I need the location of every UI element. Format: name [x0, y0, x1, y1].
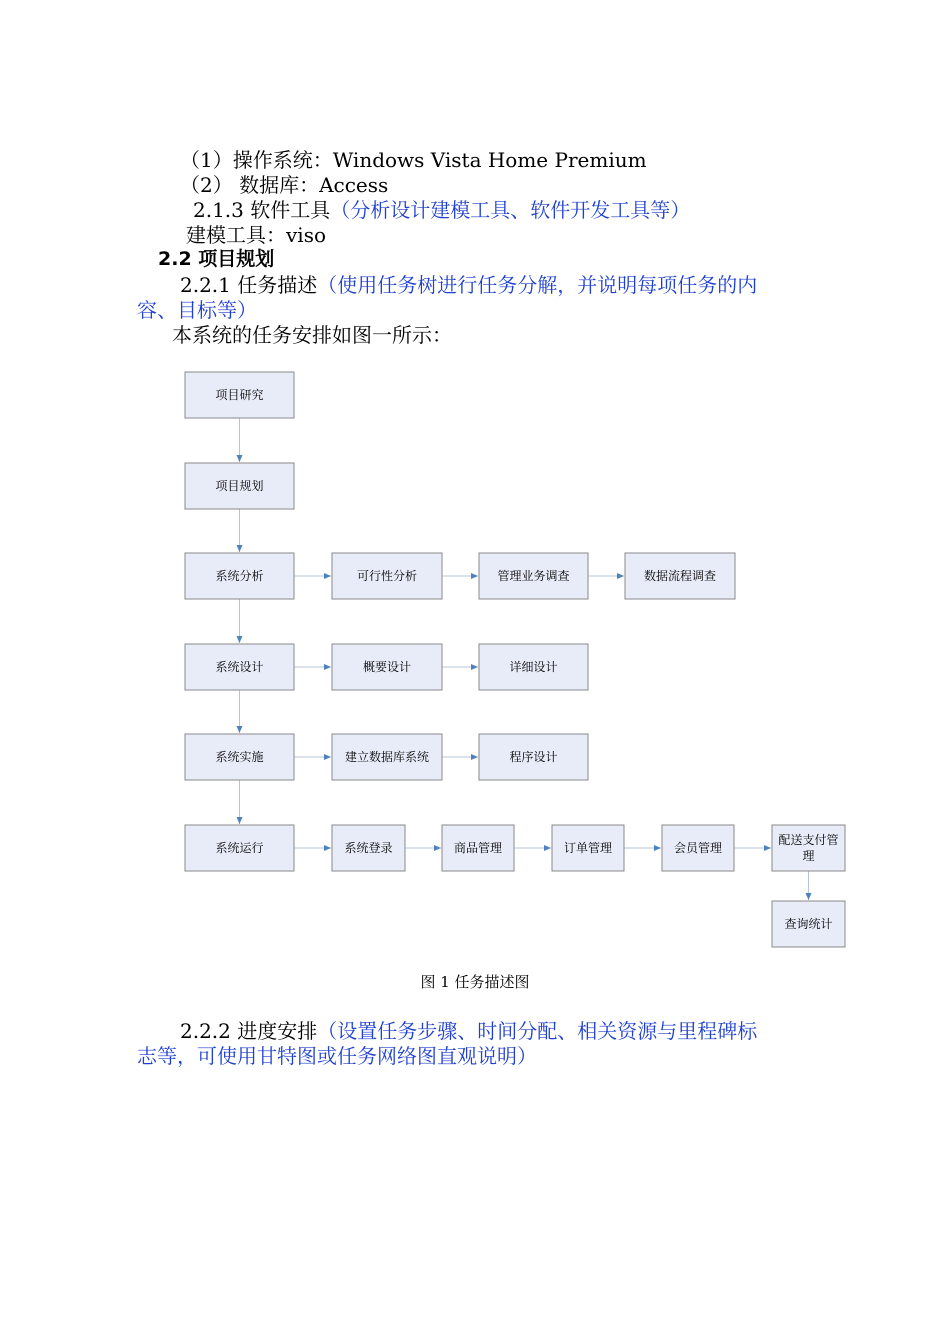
task-node-label: 管理业务调查 [497, 569, 570, 583]
task-node-label: 商品管理 [453, 841, 503, 855]
task-node [332, 644, 442, 690]
task-node [662, 825, 734, 871]
task-node-label: 项目规划 [215, 479, 264, 493]
task-node-label: 会员管理 [673, 841, 723, 855]
task-node [185, 825, 294, 871]
task-node [332, 553, 442, 599]
section-2-2-2-note: （设置任务步骤、时间分配、相关资源与里程碑标 [317, 1019, 758, 1043]
task-node-label: 系统登录 [344, 841, 393, 855]
task-node [185, 553, 294, 599]
task-node [332, 825, 405, 871]
figure-caption: 图 1 任务描述图 [420, 973, 530, 991]
task-node [442, 825, 514, 871]
env-os-line: （1）操作系统：Windows Vista Home Premium [180, 148, 647, 172]
task-node-label: 系统设计 [215, 660, 264, 674]
task-node [185, 463, 294, 509]
section-2-1-3-note: （分析设计建模工具、软件开发工具等） [330, 198, 691, 222]
task-node [552, 825, 624, 871]
task-node-label: 订单管理 [563, 841, 613, 855]
task-node-label: 项目研究 [215, 388, 264, 402]
task-node-label: 配送支付管理 [778, 833, 839, 863]
task-node [479, 644, 588, 690]
task-node-label: 系统运行 [215, 841, 264, 855]
task-node [479, 734, 588, 780]
task-node-label: 数据流程调查 [643, 569, 717, 583]
task-node [479, 553, 588, 599]
intro-paragraph: 本系统的任务安排如图一所示： [172, 323, 452, 347]
section-2-2-1-number: 2.2.1 任务描述 [180, 273, 318, 297]
task-node-label: 系统实施 [215, 750, 264, 764]
task-node-label: 可行性分析 [356, 569, 418, 583]
section-2-2-2-number: 2.2.2 进度安排 [180, 1019, 318, 1043]
task-node-label: 建立数据库系统 [344, 750, 430, 764]
task-node-label: 程序设计 [509, 750, 558, 764]
task-node [625, 553, 735, 599]
task-node-label: 详细设计 [509, 660, 558, 674]
section-2-2-title: 2.2 项目规划 [158, 248, 275, 270]
section-2-2-1-note-cont: 容、目标等） [137, 298, 257, 322]
task-node [185, 734, 294, 780]
task-node-label: 查询统计 [784, 917, 833, 931]
section-2-1-3-number: 2.1.3 软件工具 [193, 198, 331, 222]
task-node [185, 372, 294, 418]
section-2-2-2-note-cont: 志等，可使用甘特图或任务网络图直观说明） [137, 1044, 537, 1068]
section-2-2-2-heading [180, 1019, 757, 1044]
task-node [185, 644, 294, 690]
env-db-line: （2） 数据库：Access [180, 173, 389, 197]
section-2-2-1-note: （使用任务树进行任务分解，并说明每项任务的内 [317, 273, 758, 297]
task-node [772, 901, 845, 947]
task-node-box [772, 825, 845, 871]
task-node-label: 系统分析 [215, 569, 264, 583]
task-node [332, 734, 442, 780]
task-node-label: 概要设计 [362, 660, 412, 674]
task-node [772, 825, 845, 871]
modeling-tool-line: 建模工具：viso [186, 223, 326, 247]
